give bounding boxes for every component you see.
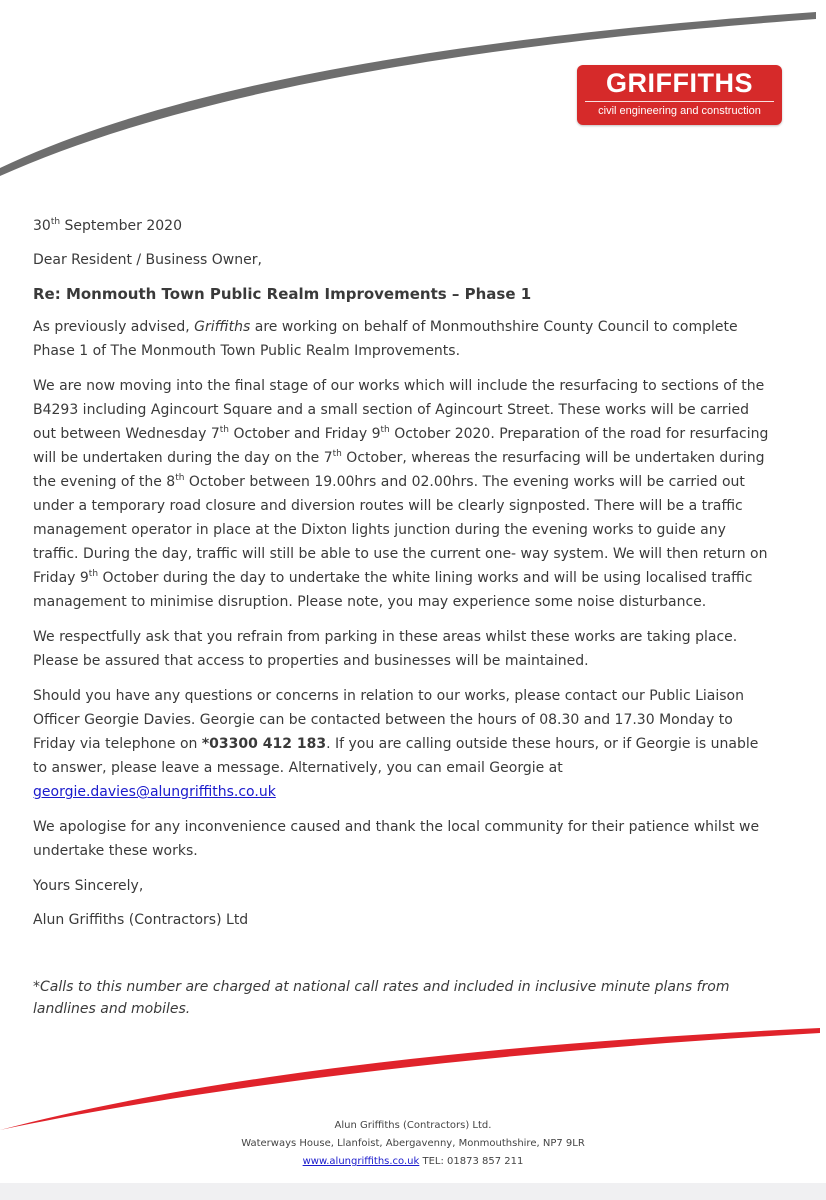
footer-website-link[interactable]: www.alungriffiths.co.uk xyxy=(302,1156,420,1167)
logo-divider xyxy=(585,101,774,102)
letter-date: 30th September 2020 xyxy=(33,217,182,234)
letter-subject: Re: Monmouth Town Public Realm Improvements – Phase 1 xyxy=(33,285,532,303)
letter-body xyxy=(33,214,775,1020)
footer-address: Waterways House, Llanfoist, Abergavenny, Monmouthshire, NP7 9LR xyxy=(241,1138,585,1149)
footer-telephone: TEL: 01873 857 211 xyxy=(419,1156,524,1167)
logo-name: GRIFFITHS xyxy=(606,68,753,98)
bottom-swoosh-decoration xyxy=(0,1020,826,1130)
contact-phone: *03300 412 183 xyxy=(201,736,327,752)
footer-contact xyxy=(0,1153,826,1171)
letter-footer xyxy=(0,1117,826,1171)
paragraph-intro: As previously advised, Griffiths are working on behalf of Monmouthshire County Council to complete Phase 1 of The Monmouth Town Public Realm Improvements. xyxy=(33,319,738,359)
paragraph-apology: We apologise for any inconvenience caused and thank the local community for their patience whilst we undertake these works. xyxy=(33,819,760,859)
page-bottom-edge xyxy=(0,1183,826,1200)
signatory: Alun Griffiths (Contractors) Ltd xyxy=(33,912,249,928)
footer-company: Alun Griffiths (Contractors) Ltd. xyxy=(334,1120,492,1131)
paragraph-works-schedule: We are now moving into the final stage of our works which will include the resurfacing to sections of the B4293 including Agincourt Square and a small section of Agincourt Street. These works will be carried out between Wednesday 7th October and Friday 9th October 2020. Preparation of the road for resurfacing will be undertaken during the day on the 7th October, whereas the resurfacing will be undertaken during the evening of the 8th October between 19.00hrs and 02.00hrs. The evening works will be carried out under a temporary road closure and diversion routes will be clearly signposted. There will be a traffic management operator in place at the Dixton lights junction during the evening works to guide any traffic. During the day, traffic will still be able to use the current one- way system. We will then return on Friday 9th October during the day to undertake the white lining works and will be using localised traffic management to minimise disruption. Please note, you may experience some noise disturbance. xyxy=(33,378,769,610)
contact-email-link[interactable]: georgie.davies@alungriffiths.co.uk xyxy=(33,784,276,800)
paragraph-parking: We respectfully ask that you refrain from parking in these areas whilst these works are taking place. Please be assured that access to properties and businesses will be maintained. xyxy=(33,629,738,669)
salutation: Dear Resident / Business Owner, xyxy=(33,252,262,268)
bottom-swoosh-curve xyxy=(0,1028,820,1130)
logo-tagline: civil engineering and construction xyxy=(598,105,761,117)
call-charges-footnote: *Calls to this number are charged at national call rates and included in inclusive minute plans from landlines and mobiles. xyxy=(33,979,730,1017)
paragraph-contact: Should you have any questions or concerns in relation to our works, please contact our Public Liaison Officer Georgie Davies. Georgie can be contacted between the hours of 08.30 and 17.30 Monday to Friday via telephone on *03300 412 183. If you are calling outside these hours, or if Georgie is unable to answer, please leave a message. Alternatively, you can email Georgie at georgie.davies@alungriffiths.co.uk xyxy=(33,688,759,800)
closing: Yours Sincerely, xyxy=(33,878,144,894)
griffiths-logo xyxy=(577,65,782,125)
